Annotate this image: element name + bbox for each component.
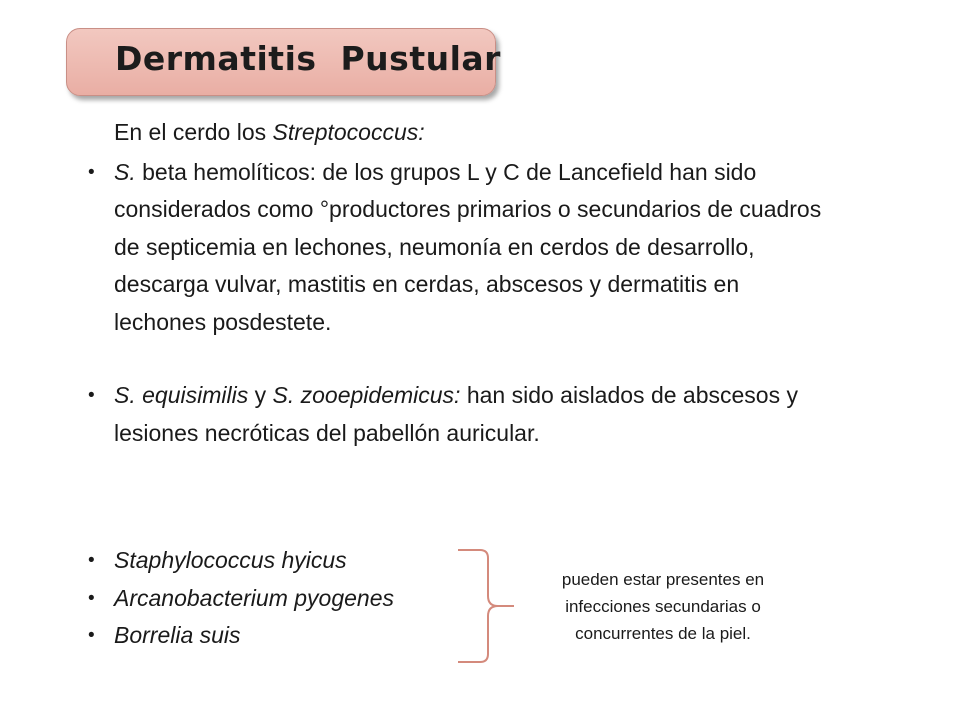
bullet-text: han sido aislados de abscesos y lesiones necróticas del pabellón auricular.	[114, 382, 798, 446]
species-item	[88, 542, 394, 580]
intro-prefix: En el cerdo los	[114, 119, 273, 145]
bullet-item-beta-hemoliticos	[88, 154, 828, 342]
bullet-list	[88, 154, 828, 453]
species-item	[88, 617, 394, 655]
intro-line	[114, 114, 828, 152]
bullet-lead: S.	[114, 158, 136, 185]
bullet-conj: y	[248, 382, 273, 408]
species-name: Borrelia suis	[114, 622, 241, 648]
bullet-icon: •	[88, 550, 95, 571]
bullet-item-equisimilis	[88, 377, 828, 452]
bullet-icon: •	[88, 385, 95, 406]
title-banner	[66, 28, 501, 96]
bullet-icon: •	[88, 587, 95, 609]
species-name: Staphylococcus hyicus	[114, 547, 347, 573]
side-note: pueden estar presentes en infecciones secundarias o concurrentes de la piel.	[561, 570, 765, 643]
species-list	[88, 542, 394, 655]
species-item	[88, 580, 394, 618]
right-brace-icon	[452, 548, 518, 666]
bullet-icon: •	[88, 161, 95, 183]
intro-genus: Streptococcus:	[272, 119, 425, 145]
bullet-lead-1: S. equisimilis	[114, 382, 249, 408]
bullet-lead-2: S. zooepidemicus:	[272, 382, 461, 408]
species-name: Arcanobacterium pyogenes	[114, 584, 394, 611]
bullet-text: beta hemolíticos: de los grupos L y C de Lancefield han sido considerados como °productores primarios o secundarios de cuadros de septicemia en lechones, neumonía en cerdos de desarrollo, descarga vulvar, mastitis en cerdas, abscesos y dermatitis en lechones posdestete.	[114, 158, 822, 335]
page-title: Dermatitis Pustular	[115, 39, 501, 78]
body-text	[88, 114, 828, 452]
bullet-icon: •	[88, 625, 95, 646]
